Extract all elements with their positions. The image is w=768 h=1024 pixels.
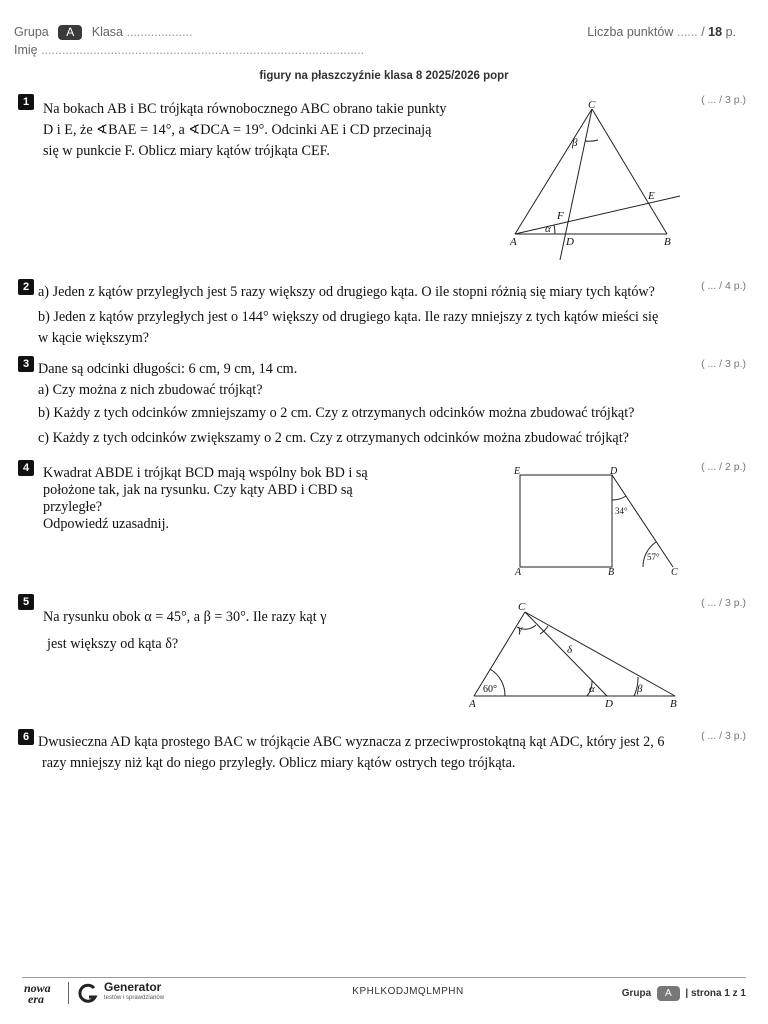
points-max: 18 [708, 25, 723, 39]
task-4-text [43, 465, 368, 533]
label-c: C [671, 567, 678, 578]
task-5-line-2: jest większy od kąta δ? [47, 636, 179, 652]
task-3-points: ( ... / 3 p.) [701, 358, 746, 370]
label-b: B [608, 567, 615, 578]
logo-line-2: era [28, 992, 44, 1006]
label-e: E [648, 190, 655, 202]
task-4-points: ( ... / 2 p.) [701, 461, 746, 473]
label-a: A [469, 698, 476, 710]
label-delta: δ [567, 644, 573, 656]
header-name-row [14, 43, 364, 57]
task-5-figure [462, 597, 687, 712]
footer-code: KPHLKODJMQLMPHN [352, 986, 464, 997]
task-6-line-2: razy mniejszy niż kąt do niego przyległy. Oblicz miary kątów ostrych tego trójkąta. [42, 755, 516, 771]
task-4-figure [505, 462, 690, 580]
points-unit: p. [725, 25, 736, 39]
task-5-points: ( ... / 3 p.) [701, 597, 746, 609]
label-b: B [670, 698, 677, 710]
task-4-line-1: Kwadrat ABDE i trójkąt BCD mają wspólny bok BD i są [43, 465, 368, 481]
task-1-number: 1 [18, 94, 34, 110]
task-3-intro: Dane są odcinki długości: 6 cm, 9 cm, 14 cm. [38, 361, 298, 377]
label-34: 34° [615, 506, 628, 516]
task-1-line-3: się w punkcie F. Oblicz miary kątów trójkąta CEF. [43, 143, 330, 159]
name-dots: ............................................................................................. [41, 43, 365, 57]
header-points [587, 25, 736, 39]
label-d: D [605, 698, 613, 710]
label-60: 60° [483, 684, 497, 695]
task-4-number: 4 [18, 460, 34, 476]
task-3-text [38, 359, 698, 449]
label-gamma: γ [518, 623, 523, 635]
side-dc [612, 475, 673, 567]
generator-title: Generator [104, 980, 162, 994]
footer-group-badge: A [657, 986, 680, 1001]
generator-subtitle: testów i sprawdzianów [104, 995, 165, 1001]
task-4-line-4: Odpowiedź uzasadnij. [43, 516, 170, 532]
label-57: 57° [647, 552, 660, 562]
label-beta: β [572, 137, 578, 149]
worksheet-title: figury na płaszczyźnie klasa 8 2025/2026 popr [259, 70, 509, 82]
label-alpha: α [545, 223, 551, 235]
points-label: Liczba punktów [587, 25, 674, 39]
task-2-line-a: a) Jeden z kątów przyległych jest 5 razy większy od drugiego kąta. O ile stopni różnią się miary tych kątów? [38, 284, 655, 300]
header-group-row [14, 25, 193, 40]
footer-page-label: | strona 1 z 1 [685, 988, 746, 999]
footer-page-info [622, 986, 746, 1001]
task-5-number: 5 [18, 594, 34, 610]
label-alpha: α [589, 683, 595, 695]
task-6-points: ( ... / 3 p.) [701, 730, 746, 742]
task-2-line-b2: w kącie większym? [38, 330, 150, 346]
label-beta: β [637, 683, 643, 695]
task-6-text [38, 732, 698, 774]
group-badge: A [58, 25, 82, 40]
side-ac [515, 109, 592, 234]
angle-beta-arc [585, 140, 598, 141]
group-label: Grupa [14, 25, 49, 39]
label-f: F [557, 210, 564, 222]
side-bc [592, 109, 667, 234]
label-a: A [515, 567, 522, 578]
footer-divider [22, 977, 746, 978]
task-3-number: 3 [18, 356, 34, 372]
task-4-line-3: przyległe? [43, 499, 103, 515]
label-e: E [514, 466, 521, 477]
task-2-text [38, 282, 698, 349]
task-1-points: ( ... / 3 p.) [701, 94, 746, 106]
angle-delta-arc [540, 626, 548, 634]
task-1-line-2: D i E, że ∢BAE = 14°, a ∢DCA = 19°. Odcinki AE i CD przecinają [43, 122, 432, 138]
task-1-line-1: Na bokach AB i BC trójkąta równobocznego ABC obrano takie punkty [43, 101, 447, 117]
task-2-points: ( ... / 4 p.) [701, 280, 746, 292]
label-c: C [518, 601, 526, 613]
logo-line-1: nowa [24, 981, 51, 995]
task-1-text [43, 99, 446, 162]
angle-alpha-arc [554, 225, 555, 234]
class-label: Klasa [91, 25, 124, 39]
task-5-line-1: Na rysunku obok α = 45°, a β = 30°. Ile razy kąt γ [43, 609, 327, 625]
square-abde [520, 475, 612, 567]
task-6-line-1: Dwusieczna AD kąta prostego BAC w trójkącie ABC wyznacza z przeciwprostokątną kąt ADC, który jest 2, 6 [38, 734, 665, 750]
task-2-number: 2 [18, 279, 34, 295]
label-a: A [510, 236, 517, 248]
segment-cd [560, 109, 592, 260]
points-sep: / [701, 25, 705, 39]
task-3-line-a: a) Czy można z nich zbudować trójkąt? [38, 382, 263, 398]
task-4-line-2: położone tak, jak na rysunku. Czy kąty ABD i CBD są [43, 482, 353, 498]
label-b: B [664, 236, 671, 248]
angle-34-arc [612, 496, 626, 500]
task-2-line-b: b) Jeden z kątów przyległych jest o 144° większy od drugiego kąta. Ile razy mniejszy z tych kątów mieści się [38, 309, 659, 325]
task-3-line-b: b) Każdy z tych odcinków zmniejszamy o 2 cm. Czy z otrzymanych odcinków można zbudować trójkąt? [38, 405, 635, 421]
task-1-figure [500, 96, 690, 266]
label-c: C [588, 99, 596, 111]
points-dots: ...... [676, 25, 698, 39]
label-d: D [610, 466, 618, 477]
name-label: Imię [14, 43, 38, 57]
task-3-line-c: c) Każdy z tych odcinków zwiększamy o 2 cm. Czy z otrzymanych odcinków można zbudować trójkąt? [38, 430, 629, 446]
label-d: D [566, 236, 574, 248]
task-6-number: 6 [18, 729, 34, 745]
class-dots: ................... [126, 25, 193, 39]
footer-group-label: Grupa [621, 988, 652, 999]
side-cb [525, 612, 675, 696]
